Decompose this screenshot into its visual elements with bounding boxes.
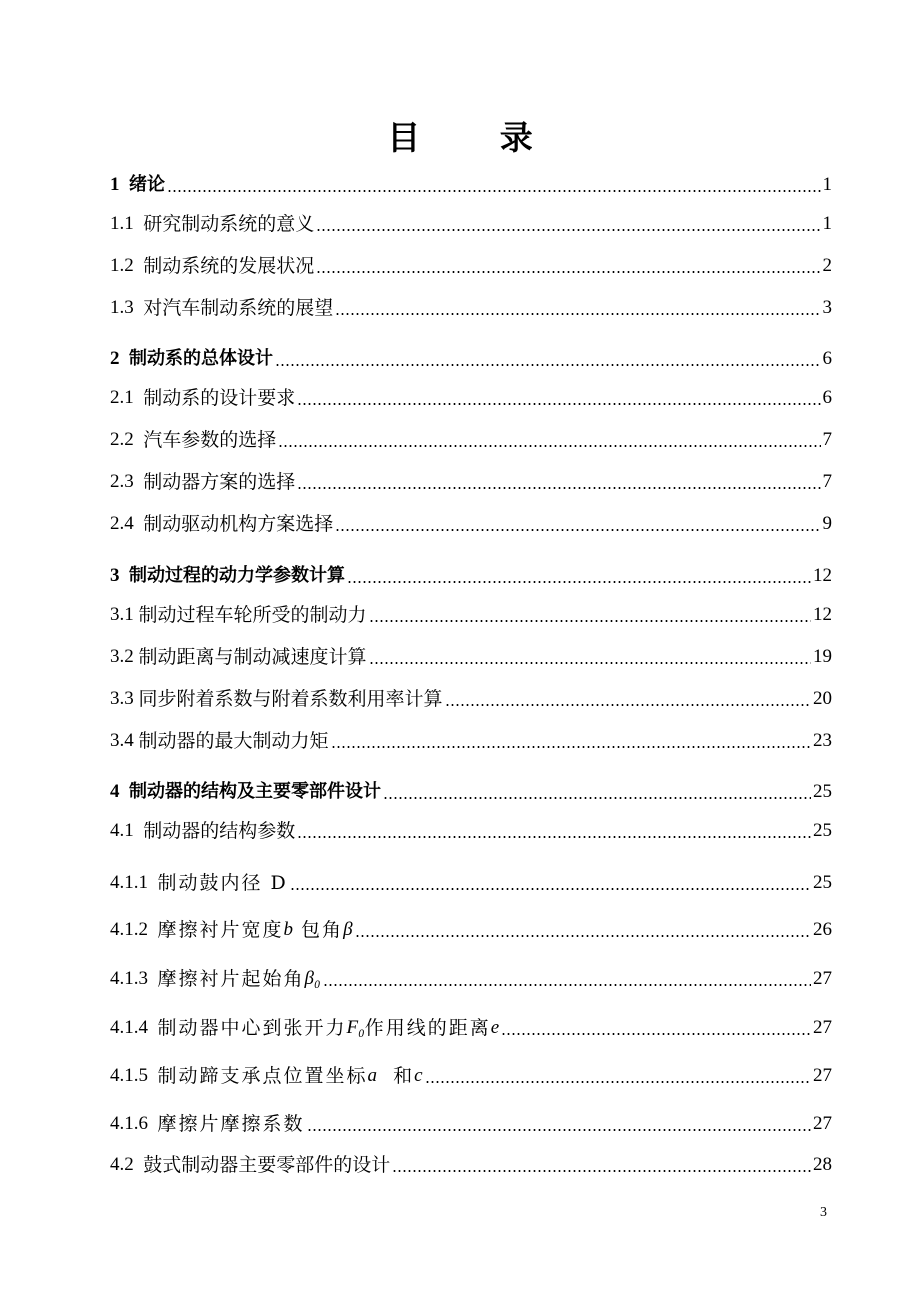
dot-leader [445,704,811,706]
toc-entry-page: 25 [813,820,832,841]
toc-entry-number: 2.1 [110,387,144,408]
toc-entry-number: 4.1.1 [110,872,158,893]
toc-entry-page: 3 [822,297,832,318]
toc-entry-title: 制动器中心到张开力 [157,1017,347,1039]
toc-entry-title: 同步附着系数与附着系数利用率计算 [138,688,443,710]
toc-entry[interactable] [110,598,832,628]
toc-entry[interactable] [110,1148,832,1178]
dot-leader [167,190,821,192]
dot-leader [297,403,820,405]
toc-entry-number: 4.1.4 [110,1017,158,1038]
toc-entry-number: 2.3 [110,471,144,492]
toc-entry-page: 9 [822,513,832,534]
toc-entry-page: 27 [813,1113,832,1134]
dot-leader [290,888,811,890]
toc-entry-title: 制动器的结构及主要零部件设计 [129,781,381,802]
toc-entry-number: 1.1 [110,213,144,234]
dot-leader [275,364,821,366]
toc-entry-title: 制动蹄支承点位置坐标 [157,1065,368,1087]
toc-entry-number: 2 [110,348,129,369]
toc-entry-number: 3.1 [110,604,139,625]
toc-entry-title: 制动器的最大制动力矩 [138,730,329,752]
toc-entry-symbol: e [490,1017,500,1038]
toc-entry[interactable] [110,640,832,670]
toc-entry-page: 28 [813,1154,832,1175]
toc-entry-page: 27 [813,1017,832,1038]
dot-leader [369,620,811,622]
dot-leader [383,797,811,799]
toc-entry-title-cont: 包角 [293,919,344,941]
toc-entry[interactable] [110,1011,832,1041]
dot-leader [369,662,811,664]
toc-entry-symbol: F₀ [346,1017,365,1038]
toc-entry-title: 制动过程的动力学参数计算 [129,565,345,586]
toc-entry-number: 4.1 [110,820,144,841]
toc-entry-number: 4.2 [110,1154,144,1175]
toc-entry[interactable] [110,559,832,589]
toc-entry-page: 19 [813,646,832,667]
toc-entry-page: 27 [813,968,832,989]
toc-entry[interactable] [110,342,832,372]
toc-entry-title: 摩擦衬片起始角 [157,968,305,990]
toc-entry-title: 制动系的设计要求 [143,387,296,409]
toc-entry[interactable] [110,775,832,805]
dot-leader [355,935,811,937]
toc-entry-number: 2.4 [110,513,144,534]
toc-entry-number: 4.1.2 [110,919,158,940]
toc-entry-number: 4.1.6 [110,1113,158,1134]
toc-entry-title: 制动器方案的选择 [143,471,296,493]
toc-entry-page: 26 [813,919,832,940]
dot-leader [335,529,820,531]
dot-leader [501,1033,811,1035]
toc-entry-page: 2 [822,255,832,276]
toc-entry-number: 4.1.5 [110,1065,158,1086]
dot-leader [307,1129,811,1131]
toc-entry[interactable] [110,168,832,198]
toc-entry[interactable] [110,207,832,237]
toc-entry-page: 20 [813,688,832,709]
toc-entry-title: 摩擦片摩擦系数 [157,1113,305,1135]
dot-leader [278,445,820,447]
toc-entry-title: 绪论 [129,174,165,195]
toc-entry-page: 23 [813,730,832,751]
toc-entry-title: 制动鼓内径 D [157,872,288,894]
toc-entry-title: 制动器的结构参数 [143,820,296,842]
toc-entry-title: 制动系的总体设计 [129,348,273,369]
toc-entry-number: 1.3 [110,297,144,318]
toc-entry-title: 对汽车制动系统的展望 [143,297,334,319]
toc-entry-symbol: c [414,1065,423,1086]
toc-title: 目 录 [387,118,567,157]
dot-leader [347,581,811,583]
toc-entry-page: 7 [822,429,832,450]
toc-entry-title: 制动距离与制动减速度计算 [138,646,367,668]
toc-entry[interactable] [110,1059,832,1089]
dot-leader [425,1081,811,1083]
toc-entry-title: 制动过程车轮所受的制动力 [138,604,367,626]
toc-entry-page: 12 [813,604,832,625]
toc-entry[interactable] [110,814,832,844]
toc-entry-page: 1 [822,213,832,234]
toc-entry[interactable] [110,866,832,896]
toc-entry[interactable] [110,1107,832,1137]
toc-entry[interactable] [110,465,832,495]
page-number: 3 [820,1205,827,1220]
toc-entry-page: 27 [813,1065,832,1086]
toc-entry-title-cont: 作用线的距离 [364,1017,491,1039]
toc-entry-title: 制动驱动机构方案选择 [143,513,334,535]
toc-entry-title: 研究制动系统的意义 [143,213,315,235]
toc-entry-page: 1 [822,174,832,195]
dot-leader [392,1170,811,1172]
toc-entry[interactable] [110,249,832,279]
dot-leader [331,746,811,748]
toc-entry[interactable] [110,423,832,453]
toc-entry[interactable] [110,381,832,411]
toc-entry[interactable] [110,682,832,712]
toc-entry[interactable] [110,962,832,992]
toc-entry-number: 1 [110,174,129,195]
toc-entry-title: 摩擦衬片宽度 [157,919,284,941]
dot-leader [297,487,820,489]
toc-entry-title: 鼓式制动器主要零部件的设计 [143,1154,391,1176]
toc-entry-page: 12 [813,565,832,586]
toc-entry-number: 3.2 [110,646,139,667]
toc-entry-page: 25 [813,781,832,802]
toc-entry-title: 汽车参数的选择 [143,429,277,451]
toc-entry-title: 制动系统的发展状况 [143,255,315,277]
toc-entry-page: 7 [822,471,832,492]
dot-leader [297,836,811,838]
toc-entry[interactable] [110,913,832,943]
toc-entry-title-cont: 和 [377,1065,415,1087]
toc-entry-symbol: b [283,919,294,940]
toc-entry[interactable] [110,291,832,321]
toc-entry-symbol: a [367,1065,378,1086]
dot-leader [316,229,820,231]
toc-entry-number: 3.4 [110,730,139,751]
toc-entry-number: 4.1.3 [110,968,158,989]
toc-entry-number: 3.3 [110,688,139,709]
toc-entry-number: 4 [110,781,129,802]
dot-leader [323,984,811,986]
toc-entry-number: 2.2 [110,429,144,450]
toc-entry-number: 3 [110,565,129,586]
toc-entry-page: 6 [822,387,832,408]
toc-entry-number: 1.2 [110,255,144,276]
toc-entry[interactable] [110,724,832,754]
toc-entry-symbol: β₀ [304,968,321,989]
toc-entry-symbol: β [343,919,353,940]
toc-entry[interactable] [110,507,832,537]
dot-leader [316,271,820,273]
toc-entry-page: 25 [813,872,832,893]
toc-entry-page: 6 [822,348,832,369]
dot-leader [335,313,820,315]
